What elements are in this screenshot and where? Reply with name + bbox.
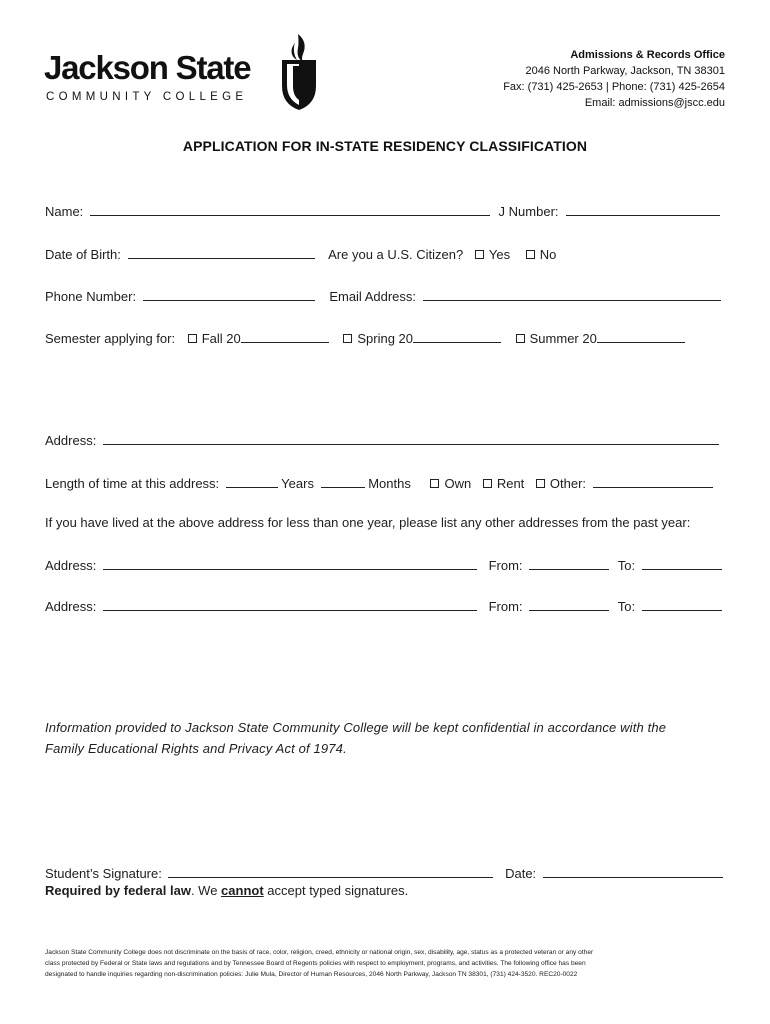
signature-row <box>45 864 723 882</box>
prev-address-field[interactable] <box>103 556 477 570</box>
dob-field[interactable] <box>128 245 315 259</box>
from-label: From: <box>488 558 523 573</box>
fall-option[interactable] <box>188 331 241 346</box>
requirement-text: . We <box>190 883 222 898</box>
citizen-no-option[interactable] <box>526 247 557 262</box>
date-label: Date: <box>505 866 537 881</box>
other-checkbox[interactable] <box>536 479 545 488</box>
length-row <box>45 474 713 492</box>
years-label: Years <box>281 476 314 491</box>
footer-line: Jackson State Community College does not discriminate on the basis of race, color, religion, creed, ethnicity or national origin, sex, disability, age, status as a protected veteran or any other <box>45 949 594 956</box>
dob-label: Date of Birth: <box>45 247 121 262</box>
fall-label: Fall 20 <box>201 331 241 346</box>
name-label: Name: <box>45 204 84 219</box>
rent-checkbox[interactable] <box>483 479 492 488</box>
prior-address-instruction: If you have lived at the above address for less than one year, please list any other addresses from the past year: <box>45 515 691 530</box>
spring-option[interactable] <box>343 331 413 346</box>
to-label: To: <box>617 558 636 573</box>
footer-line: designated to handle inquiries regarding non-discrimination policies: Julie Mula, Director of Human Resources, 2046 North Parkway, Jackson TN 38301, (731) 424-3520. REC20-0022 <box>45 971 578 978</box>
name-row <box>45 202 720 220</box>
months-label: Months <box>368 476 411 491</box>
to-label: To: <box>617 599 636 614</box>
office-address: 2046 North Parkway, Jackson, TN 38301 <box>525 65 725 77</box>
own-checkbox[interactable] <box>430 479 439 488</box>
date-field[interactable] <box>543 864 723 878</box>
rent-option[interactable] <box>483 476 524 491</box>
other-label: Other: <box>549 476 587 491</box>
prev-address-row <box>45 556 722 574</box>
spring-label: Spring 20 <box>357 331 414 346</box>
other-field[interactable] <box>593 474 713 488</box>
address-row <box>45 431 719 449</box>
signature-label: Student’s Signature: <box>45 866 162 881</box>
citizen-no-checkbox[interactable] <box>526 250 535 259</box>
prev-address-label: Address: <box>45 558 97 573</box>
citizen-yes-option[interactable] <box>475 247 510 262</box>
phone-field[interactable] <box>143 287 315 301</box>
length-label: Length of time at this address: <box>45 476 220 491</box>
email-label: Email Address: <box>329 289 417 304</box>
ferpa-notice <box>45 717 725 759</box>
summer-checkbox[interactable] <box>516 334 525 343</box>
from-field[interactable] <box>529 597 609 611</box>
phone-row <box>45 287 721 305</box>
prev-address-label: Address: <box>45 599 97 614</box>
to-field[interactable] <box>642 556 722 570</box>
signature-field[interactable] <box>168 864 493 878</box>
address-field[interactable] <box>103 431 719 445</box>
to-field[interactable] <box>642 597 722 611</box>
years-field[interactable] <box>226 474 278 488</box>
office-email: Email: admissions@jscc.edu <box>584 97 725 109</box>
months-field[interactable] <box>321 474 365 488</box>
semester-row <box>45 329 685 347</box>
citizen-yes-label: Yes <box>488 247 511 262</box>
torch-shield-icon <box>276 30 322 112</box>
jnumber-label: J Number: <box>498 204 559 219</box>
summer-label: Summer 20 <box>529 331 597 346</box>
phone-label: Phone Number: <box>45 289 137 304</box>
citizen-yes-checkbox[interactable] <box>475 250 484 259</box>
name-field[interactable] <box>90 202 490 216</box>
own-option[interactable] <box>430 476 471 491</box>
semester-label: Semester applying for: <box>45 331 176 346</box>
prev-address-row <box>45 597 722 615</box>
from-field[interactable] <box>529 556 609 570</box>
office-contact-block <box>503 47 725 111</box>
spring-year-field[interactable] <box>413 329 501 343</box>
fall-year-field[interactable] <box>241 329 329 343</box>
ferpa-notice-line: Family Educational Rights and Privacy Act of 1974. <box>45 741 347 756</box>
college-logo-subtitle: COMMUNITY COLLEGE <box>46 91 248 103</box>
office-title: Admissions & Records Office <box>570 49 725 61</box>
rent-label: Rent <box>496 476 525 491</box>
summer-option[interactable] <box>516 331 597 346</box>
requirement-bold: Required by federal law <box>45 883 191 898</box>
email-field[interactable] <box>423 287 721 301</box>
footer-line: class protected by Federal or State laws and regulations and by Tennessee Board of Regents policies with respect to employment, programs, and activities. The following office has been <box>45 960 586 967</box>
ferpa-notice-line: Information provided to Jackson State Community College will be kept confidential in accordance with the <box>45 720 667 735</box>
from-label: From: <box>488 599 523 614</box>
fall-checkbox[interactable] <box>188 334 197 343</box>
dob-row <box>45 245 556 263</box>
college-logo-name: Jackson State <box>44 49 251 86</box>
citizen-no-label: No <box>539 247 557 262</box>
citizen-label: Are you a U.S. Citizen? <box>328 247 464 262</box>
own-label: Own <box>444 476 472 491</box>
prev-address-field[interactable] <box>103 597 477 611</box>
signature-requirement <box>45 883 408 899</box>
other-option[interactable] <box>536 476 586 491</box>
form-title: APPLICATION FOR IN-STATE RESIDENCY CLASSIFICATION <box>182 138 588 154</box>
nondiscrimination-footer <box>45 947 725 980</box>
jnumber-field[interactable] <box>566 202 720 216</box>
requirement-text-end: accept typed signatures. <box>263 883 409 898</box>
office-phones: Fax: (731) 425-2653 | Phone: (731) 425-2654 <box>503 81 725 93</box>
address-label: Address: <box>45 433 97 448</box>
summer-year-field[interactable] <box>597 329 685 343</box>
spring-checkbox[interactable] <box>343 334 352 343</box>
requirement-cannot: cannot <box>221 883 264 898</box>
